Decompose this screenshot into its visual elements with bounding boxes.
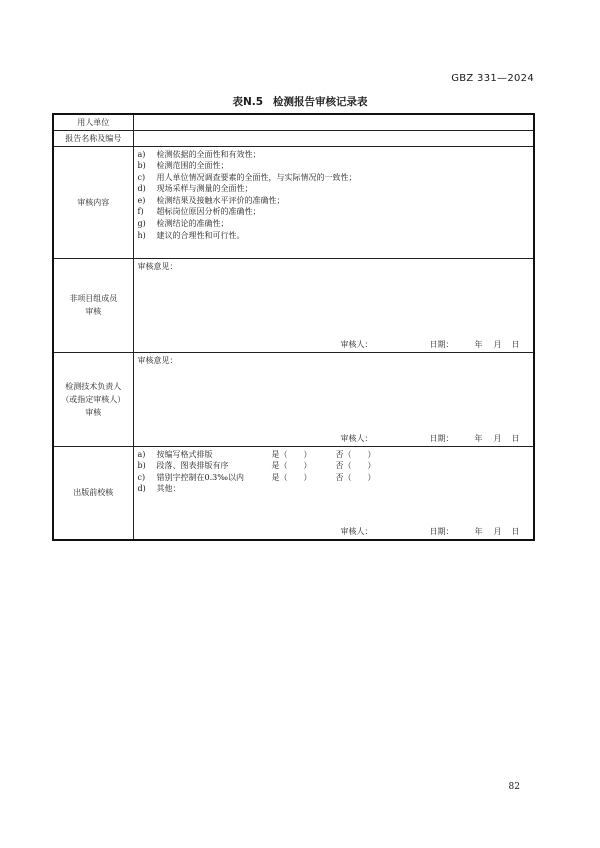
year-label: 年 bbox=[474, 433, 483, 443]
review-record-table bbox=[52, 113, 535, 541]
list-item: b) 段落、图表排版有序 是（ ） 否（ ） bbox=[137, 461, 376, 471]
non-member-review-cell[interactable] bbox=[133, 258, 534, 352]
day-label: 日 bbox=[511, 433, 520, 443]
list-item: g) 检测结论的准确性； bbox=[137, 219, 229, 229]
review-content-label: 审核内容 bbox=[53, 146, 133, 258]
list-item: a) 按编写格式排版 是（ ） 否（ ） bbox=[137, 449, 376, 459]
day-label: 日 bbox=[511, 339, 520, 349]
non-member-review-label: 非项目组成员 审核 bbox=[53, 258, 133, 352]
list-item: c) 用人单位情况调查要素的全面性，与实际情况的一致性； bbox=[137, 172, 357, 182]
standard-number: GBZ 331—2024 bbox=[451, 73, 534, 84]
pre-publish-check-list bbox=[138, 449, 530, 495]
tech-lead-review-row bbox=[53, 352, 534, 446]
table-number: 表N.5 bbox=[232, 96, 264, 108]
table-title bbox=[0, 94, 600, 109]
report-name-value[interactable] bbox=[133, 130, 534, 146]
report-name-row bbox=[53, 130, 534, 146]
reviewer-label: 审核人： bbox=[340, 433, 373, 443]
month-label: 月 bbox=[493, 339, 502, 349]
no-checkbox[interactable]: 否（ ） bbox=[335, 449, 376, 459]
year-label: 年 bbox=[474, 527, 483, 536]
reviewer-label: 审核人： bbox=[340, 527, 373, 536]
day-label: 日 bbox=[511, 527, 520, 536]
date-label: 日期： bbox=[429, 527, 454, 536]
review-content-row bbox=[53, 146, 534, 258]
list-item: d) 其他： bbox=[137, 484, 181, 494]
date-label: 日期： bbox=[429, 339, 454, 349]
list-item: b) 检测范围的全面性； bbox=[137, 161, 229, 171]
yes-checkbox[interactable]: 是（ ） bbox=[271, 449, 312, 459]
signature-line bbox=[134, 339, 534, 350]
list-item: d) 现场采样与测量的全面性； bbox=[137, 184, 253, 194]
signature-line bbox=[134, 433, 534, 444]
reviewer-label: 审核人： bbox=[340, 339, 373, 349]
review-opinion-label: 审核意见： bbox=[137, 261, 178, 271]
list-item: f) 超标岗位原因分析的准确性； bbox=[137, 207, 261, 217]
review-opinion-label: 审核意见： bbox=[137, 355, 178, 365]
date-label: 日期： bbox=[429, 433, 454, 443]
list-item: e) 检测结果及接触水平评价的准确性； bbox=[137, 195, 285, 205]
page-number: 82 bbox=[508, 782, 520, 792]
signature-line bbox=[134, 526, 534, 537]
month-label: 月 bbox=[493, 527, 502, 536]
tech-lead-review-label: 检测技术负责人 （或指定审核人） 审核 bbox=[53, 352, 133, 446]
yes-checkbox[interactable]: 是（ ） bbox=[271, 461, 312, 471]
pre-publish-check-cell[interactable] bbox=[133, 446, 534, 540]
list-item: h) 建议的合理性和可行性。 bbox=[137, 230, 245, 240]
month-label: 月 bbox=[493, 433, 502, 443]
employer-value[interactable] bbox=[133, 114, 534, 130]
no-checkbox[interactable]: 否（ ） bbox=[335, 472, 376, 482]
list-item: a) 检测依据的全面性和有效性； bbox=[137, 149, 261, 159]
employer-label: 用人单位 bbox=[53, 114, 133, 130]
list-item: c) 错别字控制在0.3‰以内 是（ ） 否（ ） bbox=[137, 472, 376, 482]
tech-lead-review-cell[interactable] bbox=[133, 352, 534, 446]
table-title-text: 检测报告审核记录表 bbox=[273, 96, 368, 108]
no-checkbox[interactable]: 否（ ） bbox=[335, 461, 376, 471]
pre-publish-check-label: 出版前校核 bbox=[53, 446, 133, 540]
employer-row bbox=[53, 114, 534, 130]
report-name-label: 报告名称及编号 bbox=[53, 130, 133, 146]
review-content-list bbox=[133, 146, 534, 258]
yes-checkbox[interactable]: 是（ ） bbox=[271, 472, 312, 482]
pre-publish-check-row bbox=[53, 446, 534, 540]
non-member-review-row bbox=[53, 258, 534, 352]
year-label: 年 bbox=[474, 339, 483, 349]
